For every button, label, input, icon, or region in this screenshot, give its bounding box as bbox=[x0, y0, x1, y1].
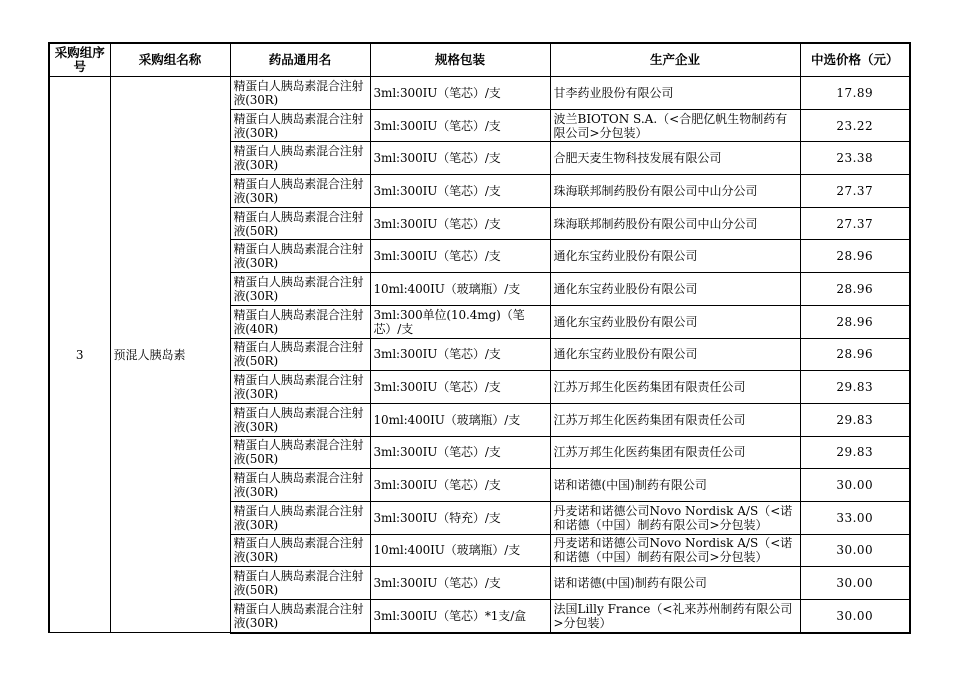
drug-name-cell: 精蛋白人胰岛素混合注射液(50R) bbox=[230, 207, 370, 240]
drug-name-cell: 精蛋白人胰岛素混合注射液(30R) bbox=[230, 273, 370, 306]
price-cell: 27.37 bbox=[800, 175, 910, 208]
spec-cell: 3ml:300IU（特充）/支 bbox=[370, 501, 550, 534]
price-cell: 28.96 bbox=[800, 338, 910, 371]
header-row bbox=[49, 43, 910, 77]
header-manufacturer: 生产企业 bbox=[550, 43, 800, 77]
manufacturer-cell: 通化东宝药业股份有限公司 bbox=[550, 338, 800, 371]
header-group-no: 采购组序号 bbox=[49, 43, 110, 77]
spec-cell: 3ml:300IU（笔芯）/支 bbox=[370, 567, 550, 600]
price-cell: 23.38 bbox=[800, 142, 910, 175]
drug-name-cell: 精蛋白人胰岛素混合注射液(30R) bbox=[230, 109, 370, 142]
drug-name-cell: 精蛋白人胰岛素混合注射液(50R) bbox=[230, 436, 370, 469]
manufacturer-cell: 通化东宝药业股份有限公司 bbox=[550, 240, 800, 273]
drug-name-cell: 精蛋白人胰岛素混合注射液(30R) bbox=[230, 240, 370, 273]
spec-cell: 3ml:300IU（笔芯）/支 bbox=[370, 207, 550, 240]
spec-cell: 3ml:300IU（笔芯）*1支/盒 bbox=[370, 600, 550, 633]
drug-name-cell: 精蛋白人胰岛素混合注射液(30R) bbox=[230, 77, 370, 110]
price-cell: 28.96 bbox=[800, 273, 910, 306]
spec-cell: 3ml:300IU（笔芯）/支 bbox=[370, 142, 550, 175]
manufacturer-cell: 诺和诺德(中国)制药有限公司 bbox=[550, 567, 800, 600]
manufacturer-cell: 江苏万邦生化医药集团有限责任公司 bbox=[550, 403, 800, 436]
manufacturer-cell: 丹麦诺和诺德公司Novo Nordisk A/S（<诺和诺德（中国）制药有限公司>分包装） bbox=[550, 501, 800, 534]
price-table bbox=[48, 42, 911, 634]
manufacturer-cell: 珠海联邦制药股份有限公司中山分公司 bbox=[550, 175, 800, 208]
price-cell: 29.83 bbox=[800, 403, 910, 436]
spec-cell: 10ml:400IU（玻璃瓶）/支 bbox=[370, 534, 550, 567]
price-cell: 33.00 bbox=[800, 501, 910, 534]
table-body bbox=[49, 77, 910, 633]
drug-name-cell: 精蛋白人胰岛素混合注射液(30R) bbox=[230, 501, 370, 534]
price-cell: 17.89 bbox=[800, 77, 910, 110]
price-cell: 30.00 bbox=[800, 469, 910, 502]
price-cell: 30.00 bbox=[800, 567, 910, 600]
manufacturer-cell: 江苏万邦生化医药集团有限责任公司 bbox=[550, 436, 800, 469]
table-row bbox=[49, 77, 910, 110]
drug-name-cell: 精蛋白人胰岛素混合注射液(30R) bbox=[230, 142, 370, 175]
spec-cell: 3ml:300IU（笔芯）/支 bbox=[370, 436, 550, 469]
manufacturer-cell: 合肥天麦生物科技发展有限公司 bbox=[550, 142, 800, 175]
manufacturer-cell: 通化东宝药业股份有限公司 bbox=[550, 305, 800, 338]
spec-cell: 3ml:300IU（笔芯）/支 bbox=[370, 175, 550, 208]
spec-cell: 3ml:300IU（笔芯）/支 bbox=[370, 109, 550, 142]
manufacturer-cell: 珠海联邦制药股份有限公司中山分公司 bbox=[550, 207, 800, 240]
spec-cell: 3ml:300IU（笔芯）/支 bbox=[370, 240, 550, 273]
manufacturer-cell: 法国Lilly France（<礼来苏州制药有限公司>分包装） bbox=[550, 600, 800, 633]
price-cell: 28.96 bbox=[800, 305, 910, 338]
manufacturer-cell: 诺和诺德(中国)制药有限公司 bbox=[550, 469, 800, 502]
header-group-name: 采购组名称 bbox=[110, 43, 230, 77]
price-cell: 29.83 bbox=[800, 436, 910, 469]
drug-name-cell: 精蛋白人胰岛素混合注射液(30R) bbox=[230, 371, 370, 404]
spec-cell: 10ml:400IU（玻璃瓶）/支 bbox=[370, 403, 550, 436]
manufacturer-cell: 甘李药业股份有限公司 bbox=[550, 77, 800, 110]
drug-name-cell: 精蛋白人胰岛素混合注射液(50R) bbox=[230, 567, 370, 600]
spec-cell: 3ml:300单位(10.4mg)（笔芯）/支 bbox=[370, 305, 550, 338]
header-spec: 规格包装 bbox=[370, 43, 550, 77]
manufacturer-cell: 丹麦诺和诺德公司Novo Nordisk A/S（<诺和诺德（中国）制药有限公司>分包装） bbox=[550, 534, 800, 567]
price-cell: 29.83 bbox=[800, 371, 910, 404]
spec-cell: 10ml:400IU（玻璃瓶）/支 bbox=[370, 273, 550, 306]
manufacturer-cell: 波兰BIOTON S.A.（<合肥亿帆生物制药有限公司>分包装） bbox=[550, 109, 800, 142]
drug-name-cell: 精蛋白人胰岛素混合注射液(30R) bbox=[230, 403, 370, 436]
group-name-cell: 预混人胰岛素 bbox=[110, 77, 230, 633]
drug-name-cell: 精蛋白人胰岛素混合注射液(30R) bbox=[230, 534, 370, 567]
group-number-cell: 3 bbox=[49, 77, 110, 633]
drug-name-cell: 精蛋白人胰岛素混合注射液(30R) bbox=[230, 469, 370, 502]
price-cell: 30.00 bbox=[800, 600, 910, 633]
price-cell: 27.37 bbox=[800, 207, 910, 240]
drug-name-cell: 精蛋白人胰岛素混合注射液(40R) bbox=[230, 305, 370, 338]
header-price: 中选价格（元） bbox=[800, 43, 910, 77]
spec-cell: 3ml:300IU（笔芯）/支 bbox=[370, 338, 550, 371]
manufacturer-cell: 通化东宝药业股份有限公司 bbox=[550, 273, 800, 306]
drug-name-cell: 精蛋白人胰岛素混合注射液(30R) bbox=[230, 175, 370, 208]
price-cell: 23.22 bbox=[800, 109, 910, 142]
price-cell: 30.00 bbox=[800, 534, 910, 567]
price-cell: 28.96 bbox=[800, 240, 910, 273]
spec-cell: 3ml:300IU（笔芯）/支 bbox=[370, 77, 550, 110]
drug-name-cell: 精蛋白人胰岛素混合注射液(30R) bbox=[230, 600, 370, 633]
spec-cell: 3ml:300IU（笔芯）/支 bbox=[370, 371, 550, 404]
drug-name-cell: 精蛋白人胰岛素混合注射液(50R) bbox=[230, 338, 370, 371]
spec-cell: 3ml:300IU（笔芯）/支 bbox=[370, 469, 550, 502]
header-drug-name: 药品通用名 bbox=[230, 43, 370, 77]
manufacturer-cell: 江苏万邦生化医药集团有限责任公司 bbox=[550, 371, 800, 404]
